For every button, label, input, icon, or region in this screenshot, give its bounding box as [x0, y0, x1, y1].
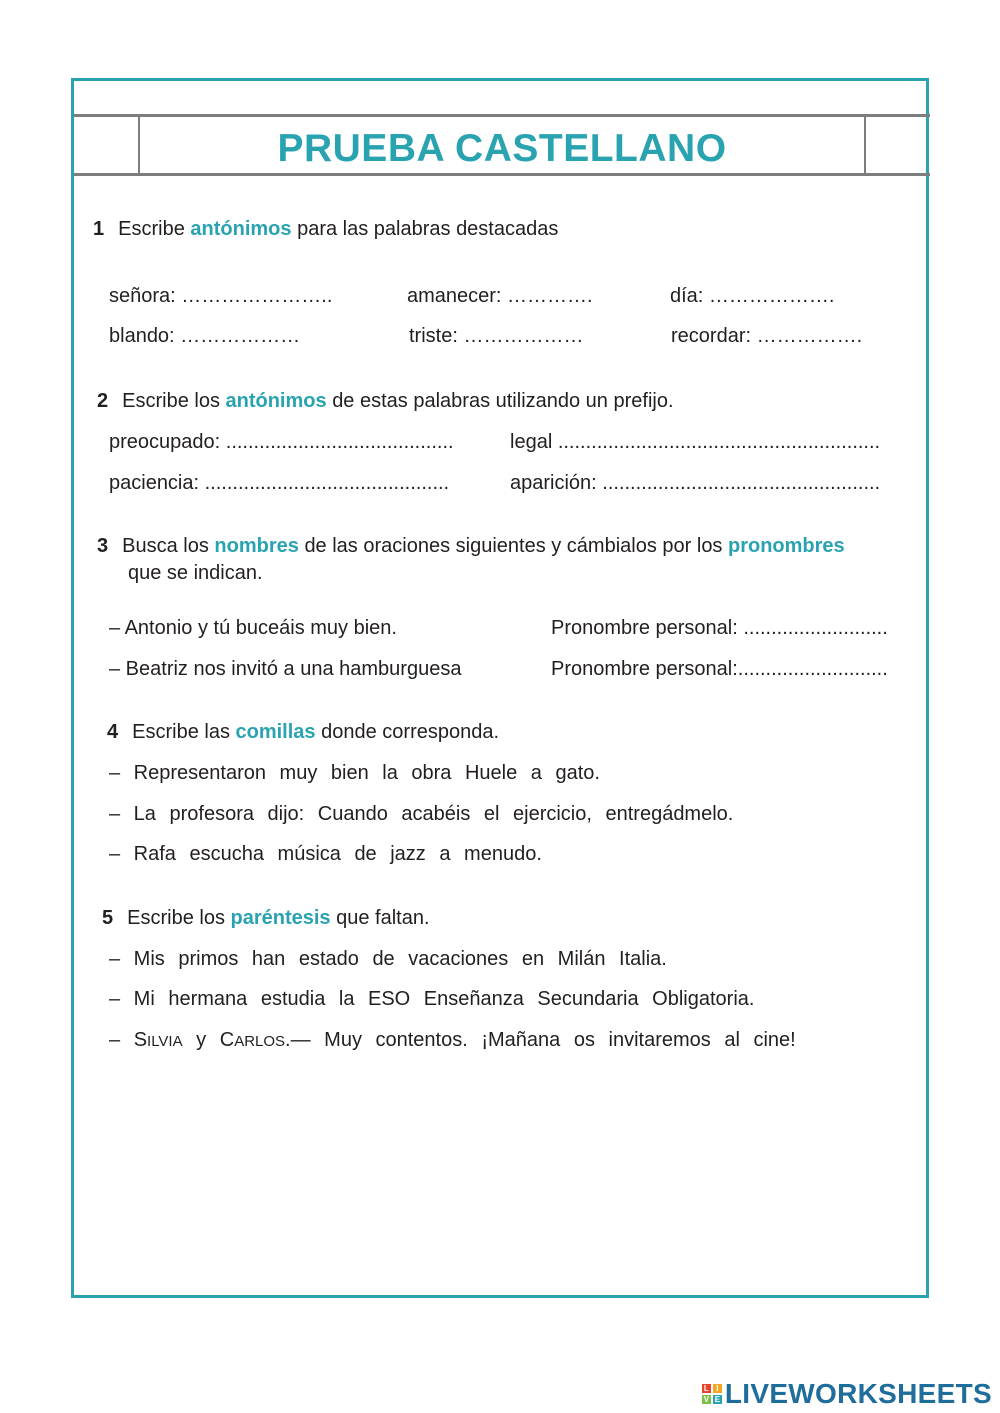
ex2-item[interactable]: preocupado: ......................................... — [109, 431, 454, 453]
ex1-item[interactable]: blando: ……………… — [109, 325, 301, 347]
liveworksheets-logo[interactable] — [702, 1378, 992, 1410]
ex1-item[interactable]: amanecer: …………. — [407, 285, 593, 307]
ex3-sentence: – Beatriz nos invitó a una hamburguesa — [109, 658, 462, 680]
ex1-item[interactable]: recordar: ……………. — [671, 325, 863, 347]
ex4-item[interactable]: – La profesora dijo: Cuando acabéis el ejercicio, entregádmelo. — [109, 803, 734, 825]
ex4-item[interactable]: – Representaron muy bien la obra Huele a gato. — [109, 762, 600, 784]
ex1-number: 1 — [93, 218, 105, 240]
ex5-number: 5 — [102, 907, 114, 929]
ex5-keyword: paréntesis — [230, 907, 331, 929]
ex3-answer-field[interactable]: Pronombre personal: .......................... — [551, 617, 888, 639]
ex5-item[interactable]: – Mi hermana estudia la ESO Enseñanza Secundaria Obligatoria. — [109, 988, 755, 1010]
ex1-keyword: antónimos — [190, 218, 292, 240]
logo-text: LIVEWORKSHEETS — [724, 1378, 992, 1409]
ex1-item[interactable]: día: ………………. — [670, 285, 835, 307]
ex3-number: 3 — [97, 535, 109, 557]
ex2-heading: 2 Escribe los antónimos de estas palabras utilizando un prefijo. — [97, 390, 674, 412]
ex5-heading: 5 Escribe los paréntesis que faltan. — [102, 907, 430, 929]
ex2-item[interactable]: aparición: .................................................. — [510, 472, 881, 494]
ex2-item[interactable]: paciencia: ............................................ — [109, 472, 450, 494]
ex2-number: 2 — [97, 390, 109, 412]
ex4-heading: 4 Escribe las comillas donde corresponda. — [107, 721, 500, 743]
logo-mark-icon: L I V E — [703, 1384, 721, 1404]
ex4-item[interactable]: – Rafa escucha música de jazz a menudo. — [109, 843, 542, 865]
ex3-sentence: – Antonio y tú buceáis muy bien. — [109, 617, 397, 639]
worksheet-frame — [71, 78, 929, 1298]
ex1-heading: 1 Escribe antónimos para las palabras destacadas — [93, 218, 559, 240]
ex1-item[interactable]: triste: ……………… — [409, 325, 584, 347]
ex3-heading-line2: que se indican. — [128, 562, 263, 584]
page-title: PRUEBA CASTELLANO — [277, 127, 727, 170]
ex2-item[interactable]: legal .......................................................... — [510, 431, 881, 453]
ex1-item[interactable]: señora: ………………….. — [109, 285, 333, 307]
ex4-number: 4 — [107, 721, 119, 743]
ex3-answer-field[interactable]: Pronombre personal:........................... — [551, 658, 888, 680]
ex3-keyword-nombres: nombres — [214, 535, 299, 557]
ex5-item-dialogue[interactable]: – SILVIA y CARLOS.— Muy contentos. ¡Mañana os invitaremos al cine! — [109, 1029, 796, 1051]
ex4-keyword: comillas — [235, 721, 316, 743]
ex3-keyword-pronombres: pronombres — [728, 535, 845, 557]
ex2-keyword: antónimos — [225, 390, 327, 412]
ex3-heading: 3 Busca los nombres de las oraciones siguientes y cámbialos por los pronombres — [97, 535, 845, 557]
ex5-item[interactable]: – Mis primos han estado de vacaciones en Milán Italia. — [109, 948, 667, 970]
